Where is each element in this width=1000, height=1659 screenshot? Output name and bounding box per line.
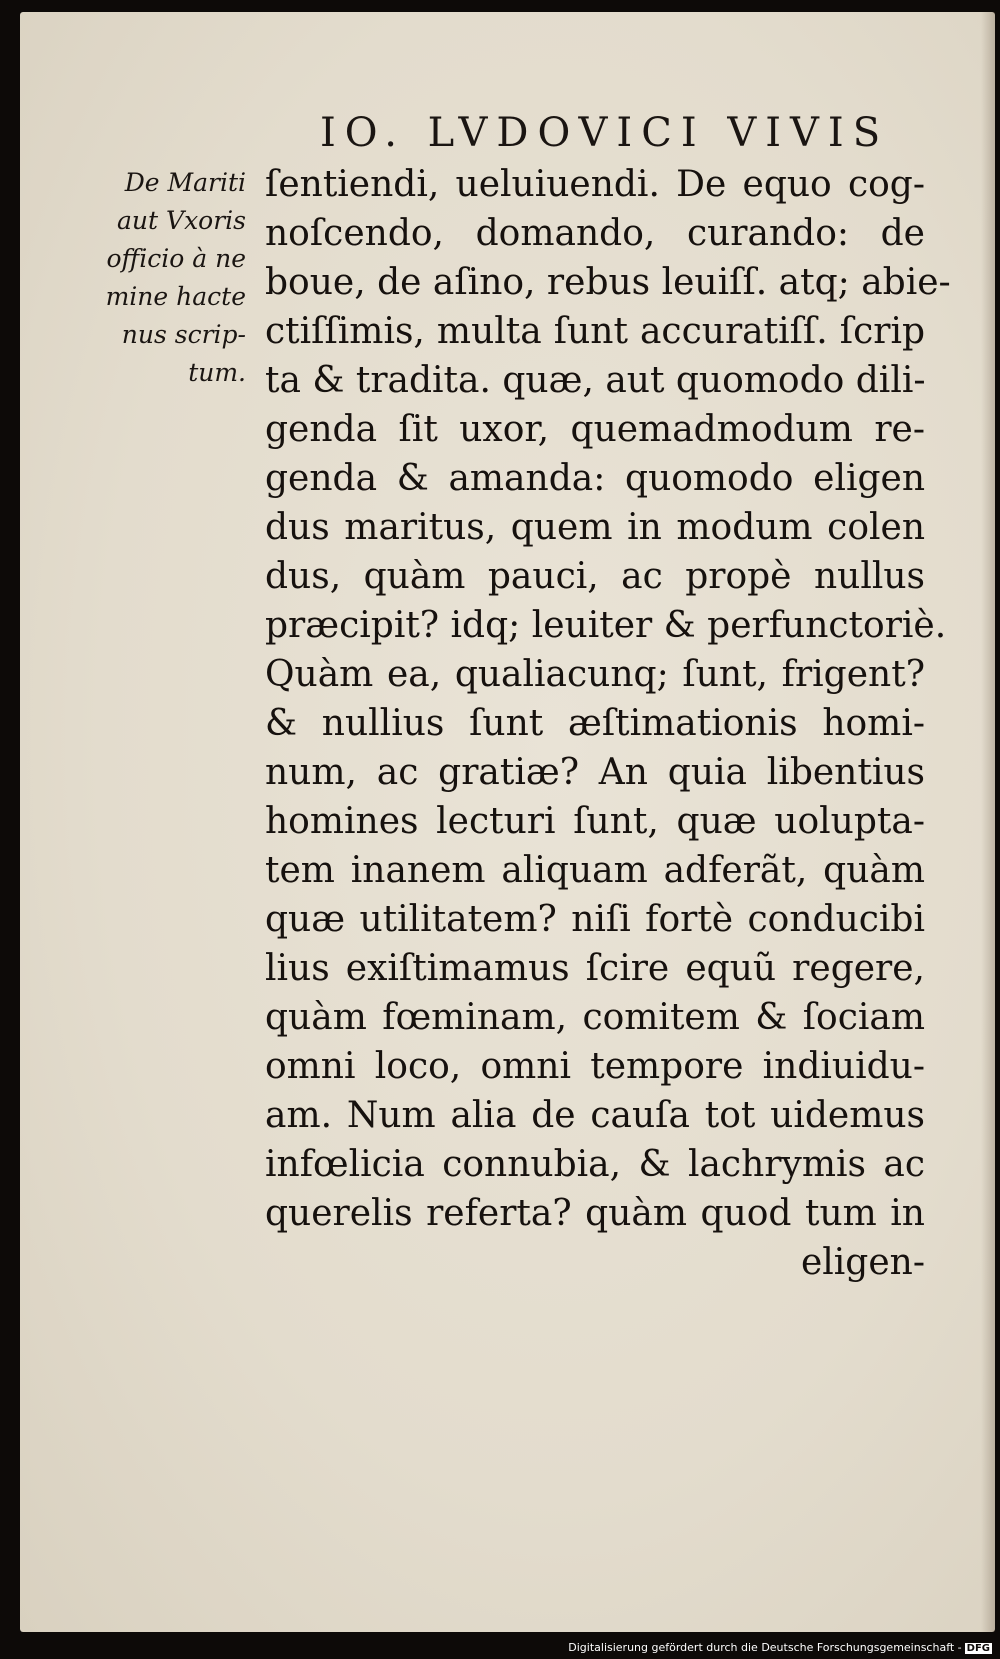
catchword: eligen- [800,1242,925,1283]
marginal-note-line: aut Vxoris [117,206,246,235]
body-line: ctiſſimis, multa ſunt accuratiſſ. ſcrip [265,311,925,352]
body-line: homines lecturi ſunt, quæ uolupta- [265,801,925,842]
body-line: Quàm ea, qualiacunq; ſunt, frigent? [265,654,925,695]
body-line: dus maritus, quem in modum colen [265,507,925,548]
credit-text: Digitalisierung gefördert durch die Deutsche Forschungsgemeinschaft - [568,1641,962,1654]
body-text [265,160,951,1287]
dfg-logo: DFG [966,1643,990,1654]
body-line: lius exiſtimamus ſcire equũ regere, [265,948,925,989]
marginal-note [68,164,246,392]
body-line: quàm fœminam, comitem & ſociam [265,997,925,1038]
marginal-note-line: De Mariti [124,168,246,197]
body-line: ta & tradita. quæ, aut quomodo dili- [265,360,926,401]
body-line: am. Num alia de cauſa tot uidemus [265,1095,925,1136]
digitization-credit [568,1641,992,1654]
body-line: & nullius ſunt æſtimationis homi- [265,703,925,744]
marginal-note-line: tum. [188,358,246,387]
body-line: querelis referta? quàm quod tum in [265,1193,925,1234]
body-line: boue, de aſino, rebus leuiſſ. atq; abie- [265,262,951,303]
running-head: IO. LVDOVICI VIVIS [320,110,890,156]
body-line: omni loco, omni tempore indiuidu- [265,1046,925,1087]
body-line: tem inanem aliquam adferãt, quàm [265,850,925,891]
body-line: num, ac gratiæ? An quia libentius [265,752,925,793]
body-line: genda ſit uxor, quemadmodum re- [265,409,925,450]
body-line: quæ utilitatem? niſi fortè conducibi [265,899,925,940]
book-page [20,12,995,1632]
marginal-note-line: nus scrip- [121,320,246,349]
page-edge-shadow [981,12,995,1632]
marginal-note-line: mine hacte [105,282,246,311]
body-line: dus, quàm pauci, ac propè nullus [265,556,925,597]
body-line: genda & amanda: quomodo eligen [265,458,925,499]
body-line: noſcendo, domando, curando: de [265,213,925,254]
marginal-note-line: officio à ne [106,244,246,273]
body-line: ſentiendi, ueluiuendi. De equo cog- [265,164,925,205]
body-line: præcipit? idq; leuiter & perfunctoriè. [265,605,947,646]
body-line: infœlicia connubia, & lachrymis ac [265,1144,925,1185]
